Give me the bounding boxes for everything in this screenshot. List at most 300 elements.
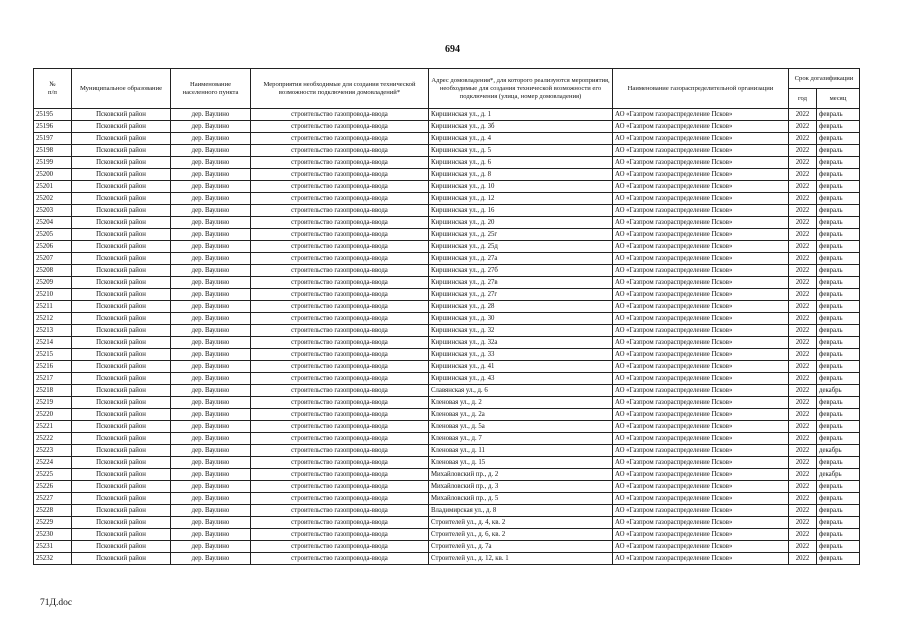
cell-organization: АО «Газпром газораспределение Псков»	[613, 169, 789, 181]
cell-organization: АО «Газпром газораспределение Псков»	[613, 181, 789, 193]
cell-municipality: Псковский район	[72, 529, 171, 541]
col-header-year: год	[789, 89, 817, 109]
cell-measure: строительство газопровода-ввода	[251, 481, 429, 493]
cell-num: 25220	[34, 409, 72, 421]
cell-settlement: дер. Ваулино	[171, 205, 251, 217]
cell-measure: строительство газопровода-ввода	[251, 205, 429, 217]
cell-organization: АО «Газпром газораспределение Псков»	[613, 349, 789, 361]
cell-num: 25203	[34, 205, 72, 217]
cell-settlement: дер. Ваулино	[171, 385, 251, 397]
cell-year: 2022	[789, 109, 817, 121]
cell-num: 25213	[34, 325, 72, 337]
table-row	[34, 349, 860, 361]
cell-organization: АО «Газпром газораспределение Псков»	[613, 385, 789, 397]
cell-measure: строительство газопровода-ввода	[251, 361, 429, 373]
cell-municipality: Псковский район	[72, 313, 171, 325]
cell-municipality: Псковский район	[72, 289, 171, 301]
cell-month: февраль	[817, 277, 860, 289]
cell-num: 25207	[34, 253, 72, 265]
cell-year: 2022	[789, 409, 817, 421]
cell-municipality: Псковский район	[72, 421, 171, 433]
cell-municipality: Псковский район	[72, 469, 171, 481]
cell-month: февраль	[817, 505, 860, 517]
cell-organization: АО «Газпром газораспределение Псков»	[613, 421, 789, 433]
table-row	[34, 481, 860, 493]
table-row	[34, 145, 860, 157]
cell-address: Киршинская ул., д. 1	[429, 109, 613, 121]
cell-year: 2022	[789, 385, 817, 397]
cell-year: 2022	[789, 541, 817, 553]
cell-municipality: Псковский район	[72, 457, 171, 469]
cell-address: Киршинская ул., д. 6	[429, 157, 613, 169]
cell-municipality: Псковский район	[72, 385, 171, 397]
cell-organization: АО «Газпром газораспределение Псков»	[613, 457, 789, 469]
cell-address: Кленовая ул., д. 2а	[429, 409, 613, 421]
cell-num: 25216	[34, 361, 72, 373]
cell-organization: АО «Газпром газораспределение Псков»	[613, 325, 789, 337]
cell-num: 25214	[34, 337, 72, 349]
cell-address: Киршинская ул., д. 25г	[429, 229, 613, 241]
cell-month: февраль	[817, 181, 860, 193]
cell-settlement: дер. Ваулино	[171, 109, 251, 121]
cell-year: 2022	[789, 505, 817, 517]
cell-settlement: дер. Ваулино	[171, 169, 251, 181]
cell-month: февраль	[817, 517, 860, 529]
cell-measure: строительство газопровода-ввода	[251, 277, 429, 289]
cell-year: 2022	[789, 145, 817, 157]
cell-address: Михайловский пр., д. 2	[429, 469, 613, 481]
cell-address: Кленовая ул., д. 2	[429, 397, 613, 409]
cell-measure: строительство газопровода-ввода	[251, 253, 429, 265]
cell-month: февраль	[817, 457, 860, 469]
cell-year: 2022	[789, 469, 817, 481]
cell-num: 25205	[34, 229, 72, 241]
cell-year: 2022	[789, 397, 817, 409]
cell-address: Киршинская ул., д. 3б	[429, 121, 613, 133]
cell-measure: строительство газопровода-ввода	[251, 529, 429, 541]
cell-settlement: дер. Ваулино	[171, 265, 251, 277]
table-row	[34, 181, 860, 193]
cell-settlement: дер. Ваулино	[171, 349, 251, 361]
cell-municipality: Псковский район	[72, 217, 171, 229]
cell-measure: строительство газопровода-ввода	[251, 301, 429, 313]
col-header-address: Адрес домовладения*, для которого реализуются мероприятия, необходимые для создания технической возможности его подключения (улица, номер домовладения)	[429, 69, 613, 109]
cell-organization: АО «Газпром газораспределение Псков»	[613, 505, 789, 517]
cell-municipality: Псковский район	[72, 121, 171, 133]
cell-year: 2022	[789, 361, 817, 373]
table-row	[34, 337, 860, 349]
cell-month: февраль	[817, 169, 860, 181]
cell-settlement: дер. Ваулино	[171, 313, 251, 325]
cell-year: 2022	[789, 337, 817, 349]
cell-year: 2022	[789, 229, 817, 241]
cell-num: 25200	[34, 169, 72, 181]
col-header-num: № п/п	[34, 69, 72, 109]
cell-address: Кленовая ул., д. 7	[429, 433, 613, 445]
cell-measure: строительство газопровода-ввода	[251, 373, 429, 385]
cell-year: 2022	[789, 133, 817, 145]
cell-month: февраль	[817, 397, 860, 409]
cell-num: 25230	[34, 529, 72, 541]
cell-measure: строительство газопровода-ввода	[251, 133, 429, 145]
table-row	[34, 325, 860, 337]
cell-settlement: дер. Ваулино	[171, 505, 251, 517]
cell-measure: строительство газопровода-ввода	[251, 445, 429, 457]
cell-num: 25224	[34, 457, 72, 469]
cell-month: февраль	[817, 205, 860, 217]
cell-year: 2022	[789, 289, 817, 301]
cell-address: Киршинская ул., д. 33	[429, 349, 613, 361]
cell-organization: АО «Газпром газораспределение Псков»	[613, 229, 789, 241]
cell-organization: АО «Газпром газораспределение Псков»	[613, 313, 789, 325]
cell-organization: АО «Газпром газораспределение Псков»	[613, 145, 789, 157]
cell-organization: АО «Газпром газораспределение Псков»	[613, 529, 789, 541]
cell-settlement: дер. Ваулино	[171, 217, 251, 229]
table-row	[34, 493, 860, 505]
table-row	[34, 541, 860, 553]
cell-year: 2022	[789, 181, 817, 193]
cell-organization: АО «Газпром газораспределение Псков»	[613, 253, 789, 265]
cell-organization: АО «Газпром газораспределение Псков»	[613, 445, 789, 457]
cell-measure: строительство газопровода-ввода	[251, 109, 429, 121]
col-header-month: месяц	[817, 89, 860, 109]
cell-address: Киршинская ул., д. 20	[429, 217, 613, 229]
cell-month: февраль	[817, 409, 860, 421]
cell-organization: АО «Газпром газораспределение Псков»	[613, 553, 789, 565]
cell-address: Киршинская ул., д. 32	[429, 325, 613, 337]
cell-municipality: Псковский район	[72, 433, 171, 445]
cell-year: 2022	[789, 325, 817, 337]
cell-organization: АО «Газпром газораспределение Псков»	[613, 493, 789, 505]
cell-measure: строительство газопровода-ввода	[251, 541, 429, 553]
cell-measure: строительство газопровода-ввода	[251, 169, 429, 181]
cell-address: Киршинская ул., д. 4	[429, 133, 613, 145]
cell-month: февраль	[817, 229, 860, 241]
cell-municipality: Псковский район	[72, 253, 171, 265]
cell-year: 2022	[789, 241, 817, 253]
cell-year: 2022	[789, 193, 817, 205]
cell-month: февраль	[817, 325, 860, 337]
cell-municipality: Псковский район	[72, 553, 171, 565]
table-row	[34, 397, 860, 409]
cell-address: Киршинская ул., д. 27б	[429, 265, 613, 277]
cell-organization: АО «Газпром газораспределение Псков»	[613, 289, 789, 301]
table-row	[34, 229, 860, 241]
cell-municipality: Псковский район	[72, 481, 171, 493]
cell-settlement: дер. Ваулино	[171, 361, 251, 373]
cell-address: Кленовая ул., д. 5а	[429, 421, 613, 433]
cell-num: 25222	[34, 433, 72, 445]
cell-num: 25215	[34, 349, 72, 361]
cell-address: Строителей ул., д. 4, кв. 2	[429, 517, 613, 529]
cell-address: Строителей ул., д. 12, кв. 1	[429, 553, 613, 565]
cell-organization: АО «Газпром газораспределение Псков»	[613, 241, 789, 253]
cell-measure: строительство газопровода-ввода	[251, 325, 429, 337]
table-row	[34, 121, 860, 133]
cell-month: февраль	[817, 121, 860, 133]
table-row	[34, 277, 860, 289]
cell-settlement: дер. Ваулино	[171, 301, 251, 313]
cell-organization: АО «Газпром газораспределение Псков»	[613, 205, 789, 217]
cell-settlement: дер. Ваулино	[171, 517, 251, 529]
cell-organization: АО «Газпром газораспределение Псков»	[613, 481, 789, 493]
cell-organization: АО «Газпром газораспределение Псков»	[613, 301, 789, 313]
table-body	[34, 109, 860, 565]
cell-measure: строительство газопровода-ввода	[251, 457, 429, 469]
cell-municipality: Псковский район	[72, 181, 171, 193]
cell-address: Киршинская ул., д. 10	[429, 181, 613, 193]
cell-measure: строительство газопровода-ввода	[251, 337, 429, 349]
cell-measure: строительство газопровода-ввода	[251, 121, 429, 133]
table-row	[34, 433, 860, 445]
cell-year: 2022	[789, 169, 817, 181]
cell-address: Киршинская ул., д. 32а	[429, 337, 613, 349]
cell-month: февраль	[817, 241, 860, 253]
cell-month: февраль	[817, 373, 860, 385]
cell-organization: АО «Газпром газораспределение Псков»	[613, 361, 789, 373]
cell-organization: АО «Газпром газораспределение Псков»	[613, 109, 789, 121]
cell-num: 25198	[34, 145, 72, 157]
cell-month: февраль	[817, 253, 860, 265]
cell-municipality: Псковский район	[72, 397, 171, 409]
cell-municipality: Псковский район	[72, 193, 171, 205]
cell-organization: АО «Газпром газораспределение Псков»	[613, 517, 789, 529]
cell-month: февраль	[817, 301, 860, 313]
cell-num: 25223	[34, 445, 72, 457]
cell-address: Киршинская ул., д. 12	[429, 193, 613, 205]
cell-settlement: дер. Ваулино	[171, 553, 251, 565]
table-row	[34, 409, 860, 421]
cell-year: 2022	[789, 253, 817, 265]
cell-settlement: дер. Ваулино	[171, 253, 251, 265]
cell-settlement: дер. Ваулино	[171, 457, 251, 469]
table-row	[34, 265, 860, 277]
cell-organization: АО «Газпром газораспределение Псков»	[613, 121, 789, 133]
cell-settlement: дер. Ваулино	[171, 445, 251, 457]
cell-year: 2022	[789, 433, 817, 445]
cell-num: 25232	[34, 553, 72, 565]
cell-month: февраль	[817, 433, 860, 445]
cell-organization: АО «Газпром газораспределение Псков»	[613, 469, 789, 481]
cell-num: 25206	[34, 241, 72, 253]
cell-settlement: дер. Ваулино	[171, 373, 251, 385]
cell-measure: строительство газопровода-ввода	[251, 517, 429, 529]
cell-address: Киршинская ул., д. 27в	[429, 277, 613, 289]
cell-organization: АО «Газпром газораспределение Псков»	[613, 133, 789, 145]
cell-num: 25212	[34, 313, 72, 325]
cell-year: 2022	[789, 205, 817, 217]
table-row	[34, 553, 860, 565]
cell-year: 2022	[789, 349, 817, 361]
table-row	[34, 253, 860, 265]
cell-municipality: Псковский район	[72, 265, 171, 277]
cell-measure: строительство газопровода-ввода	[251, 433, 429, 445]
table-row	[34, 289, 860, 301]
table-row	[34, 385, 860, 397]
footer-filename: 71Д.doc	[40, 598, 73, 608]
cell-year: 2022	[789, 301, 817, 313]
table-row	[34, 361, 860, 373]
cell-municipality: Псковский район	[72, 145, 171, 157]
table-row	[34, 469, 860, 481]
cell-measure: строительство газопровода-ввода	[251, 241, 429, 253]
cell-municipality: Псковский район	[72, 169, 171, 181]
cell-month: февраль	[817, 289, 860, 301]
col-header-settlement: Наименование населенного пункта	[171, 69, 251, 109]
cell-address: Киршинская ул., д. 5	[429, 145, 613, 157]
cell-address: Киршинская ул., д. 8	[429, 169, 613, 181]
cell-organization: АО «Газпром газораспределение Псков»	[613, 337, 789, 349]
cell-settlement: дер. Ваулино	[171, 433, 251, 445]
cell-settlement: дер. Ваулино	[171, 277, 251, 289]
cell-month: февраль	[817, 193, 860, 205]
table-row	[34, 169, 860, 181]
cell-measure: строительство газопровода-ввода	[251, 469, 429, 481]
cell-month: февраль	[817, 553, 860, 565]
cell-settlement: дер. Ваулино	[171, 121, 251, 133]
cell-measure: строительство газопровода-ввода	[251, 505, 429, 517]
cell-settlement: дер. Ваулино	[171, 157, 251, 169]
page-number: 694	[445, 44, 460, 55]
cell-year: 2022	[789, 217, 817, 229]
cell-num: 25221	[34, 421, 72, 433]
cell-settlement: дер. Ваулино	[171, 325, 251, 337]
cell-settlement: дер. Ваулино	[171, 145, 251, 157]
cell-measure: строительство газопровода-ввода	[251, 289, 429, 301]
cell-measure: строительство газопровода-ввода	[251, 313, 429, 325]
cell-organization: АО «Газпром газораспределение Псков»	[613, 193, 789, 205]
cell-address: Киршинская ул., д. 16	[429, 205, 613, 217]
cell-year: 2022	[789, 445, 817, 457]
cell-measure: строительство газопровода-ввода	[251, 397, 429, 409]
table-row	[34, 109, 860, 121]
cell-municipality: Псковский район	[72, 205, 171, 217]
cell-num: 25219	[34, 397, 72, 409]
cell-year: 2022	[789, 517, 817, 529]
cell-measure: строительство газопровода-ввода	[251, 157, 429, 169]
cell-num: 25209	[34, 277, 72, 289]
cell-measure: строительство газопровода-ввода	[251, 553, 429, 565]
table-row	[34, 205, 860, 217]
cell-year: 2022	[789, 481, 817, 493]
cell-settlement: дер. Ваулино	[171, 421, 251, 433]
cell-month: февраль	[817, 217, 860, 229]
cell-organization: АО «Газпром газораспределение Псков»	[613, 277, 789, 289]
cell-month: февраль	[817, 541, 860, 553]
cell-num: 25226	[34, 481, 72, 493]
cell-year: 2022	[789, 493, 817, 505]
cell-month: февраль	[817, 493, 860, 505]
cell-organization: АО «Газпром газораспределение Псков»	[613, 397, 789, 409]
cell-address: Киршинская ул., д. 25д	[429, 241, 613, 253]
cell-settlement: дер. Ваулино	[171, 289, 251, 301]
cell-municipality: Псковский район	[72, 505, 171, 517]
cell-municipality: Псковский район	[72, 229, 171, 241]
cell-municipality: Псковский район	[72, 349, 171, 361]
cell-settlement: дер. Ваулино	[171, 493, 251, 505]
cell-num: 25217	[34, 373, 72, 385]
cell-year: 2022	[789, 529, 817, 541]
cell-num: 25204	[34, 217, 72, 229]
cell-measure: строительство газопровода-ввода	[251, 145, 429, 157]
cell-measure: строительство газопровода-ввода	[251, 193, 429, 205]
table-row	[34, 301, 860, 313]
cell-address: Киршинская ул., д. 27а	[429, 253, 613, 265]
cell-municipality: Псковский район	[72, 277, 171, 289]
cell-municipality: Псковский район	[72, 361, 171, 373]
table-row	[34, 217, 860, 229]
cell-month: декабрь	[817, 445, 860, 457]
cell-month: февраль	[817, 361, 860, 373]
table-row	[34, 193, 860, 205]
cell-num: 25199	[34, 157, 72, 169]
cell-municipality: Псковский район	[72, 409, 171, 421]
cell-settlement: дер. Ваулино	[171, 229, 251, 241]
table-row	[34, 505, 860, 517]
cell-num: 25210	[34, 289, 72, 301]
cell-settlement: дер. Ваулино	[171, 541, 251, 553]
cell-address: Владимирская ул., д. 8	[429, 505, 613, 517]
col-header-term: Срок догазификации	[789, 69, 860, 89]
cell-address: Строителей ул., д. 6, кв. 2	[429, 529, 613, 541]
cell-settlement: дер. Ваулино	[171, 409, 251, 421]
cell-municipality: Псковский район	[72, 493, 171, 505]
cell-measure: строительство газопровода-ввода	[251, 217, 429, 229]
table-row	[34, 133, 860, 145]
gasification-table	[33, 68, 860, 565]
cell-address: Киршинская ул., д. 43	[429, 373, 613, 385]
cell-month: февраль	[817, 421, 860, 433]
cell-measure: строительство газопровода-ввода	[251, 409, 429, 421]
cell-organization: АО «Газпром газораспределение Псков»	[613, 541, 789, 553]
cell-month: декабрь	[817, 469, 860, 481]
cell-settlement: дер. Ваулино	[171, 133, 251, 145]
cell-organization: АО «Газпром газораспределение Псков»	[613, 217, 789, 229]
cell-measure: строительство газопровода-ввода	[251, 421, 429, 433]
table-row	[34, 445, 860, 457]
cell-num: 25196	[34, 121, 72, 133]
cell-settlement: дер. Ваулино	[171, 481, 251, 493]
cell-month: февраль	[817, 349, 860, 361]
cell-year: 2022	[789, 457, 817, 469]
cell-municipality: Псковский район	[72, 157, 171, 169]
cell-num: 25202	[34, 193, 72, 205]
cell-num: 25208	[34, 265, 72, 277]
cell-organization: АО «Газпром газораспределение Псков»	[613, 373, 789, 385]
cell-month: февраль	[817, 481, 860, 493]
cell-month: февраль	[817, 109, 860, 121]
cell-year: 2022	[789, 121, 817, 133]
table-row	[34, 373, 860, 385]
table-row	[34, 157, 860, 169]
table-row	[34, 421, 860, 433]
cell-organization: АО «Газпром газораспределение Псков»	[613, 265, 789, 277]
cell-measure: строительство газопровода-ввода	[251, 385, 429, 397]
cell-month: февраль	[817, 529, 860, 541]
cell-num: 25229	[34, 517, 72, 529]
cell-month: февраль	[817, 265, 860, 277]
cell-municipality: Псковский район	[72, 445, 171, 457]
cell-settlement: дер. Ваулино	[171, 181, 251, 193]
cell-municipality: Псковский район	[72, 337, 171, 349]
cell-address: Киршинская ул., д. 41	[429, 361, 613, 373]
table-row	[34, 529, 860, 541]
cell-num: 25227	[34, 493, 72, 505]
cell-address: Строителей ул., д. 7а	[429, 541, 613, 553]
cell-num: 25228	[34, 505, 72, 517]
cell-settlement: дер. Ваулино	[171, 469, 251, 481]
col-header-municipality: Муниципальное образование	[72, 69, 171, 109]
